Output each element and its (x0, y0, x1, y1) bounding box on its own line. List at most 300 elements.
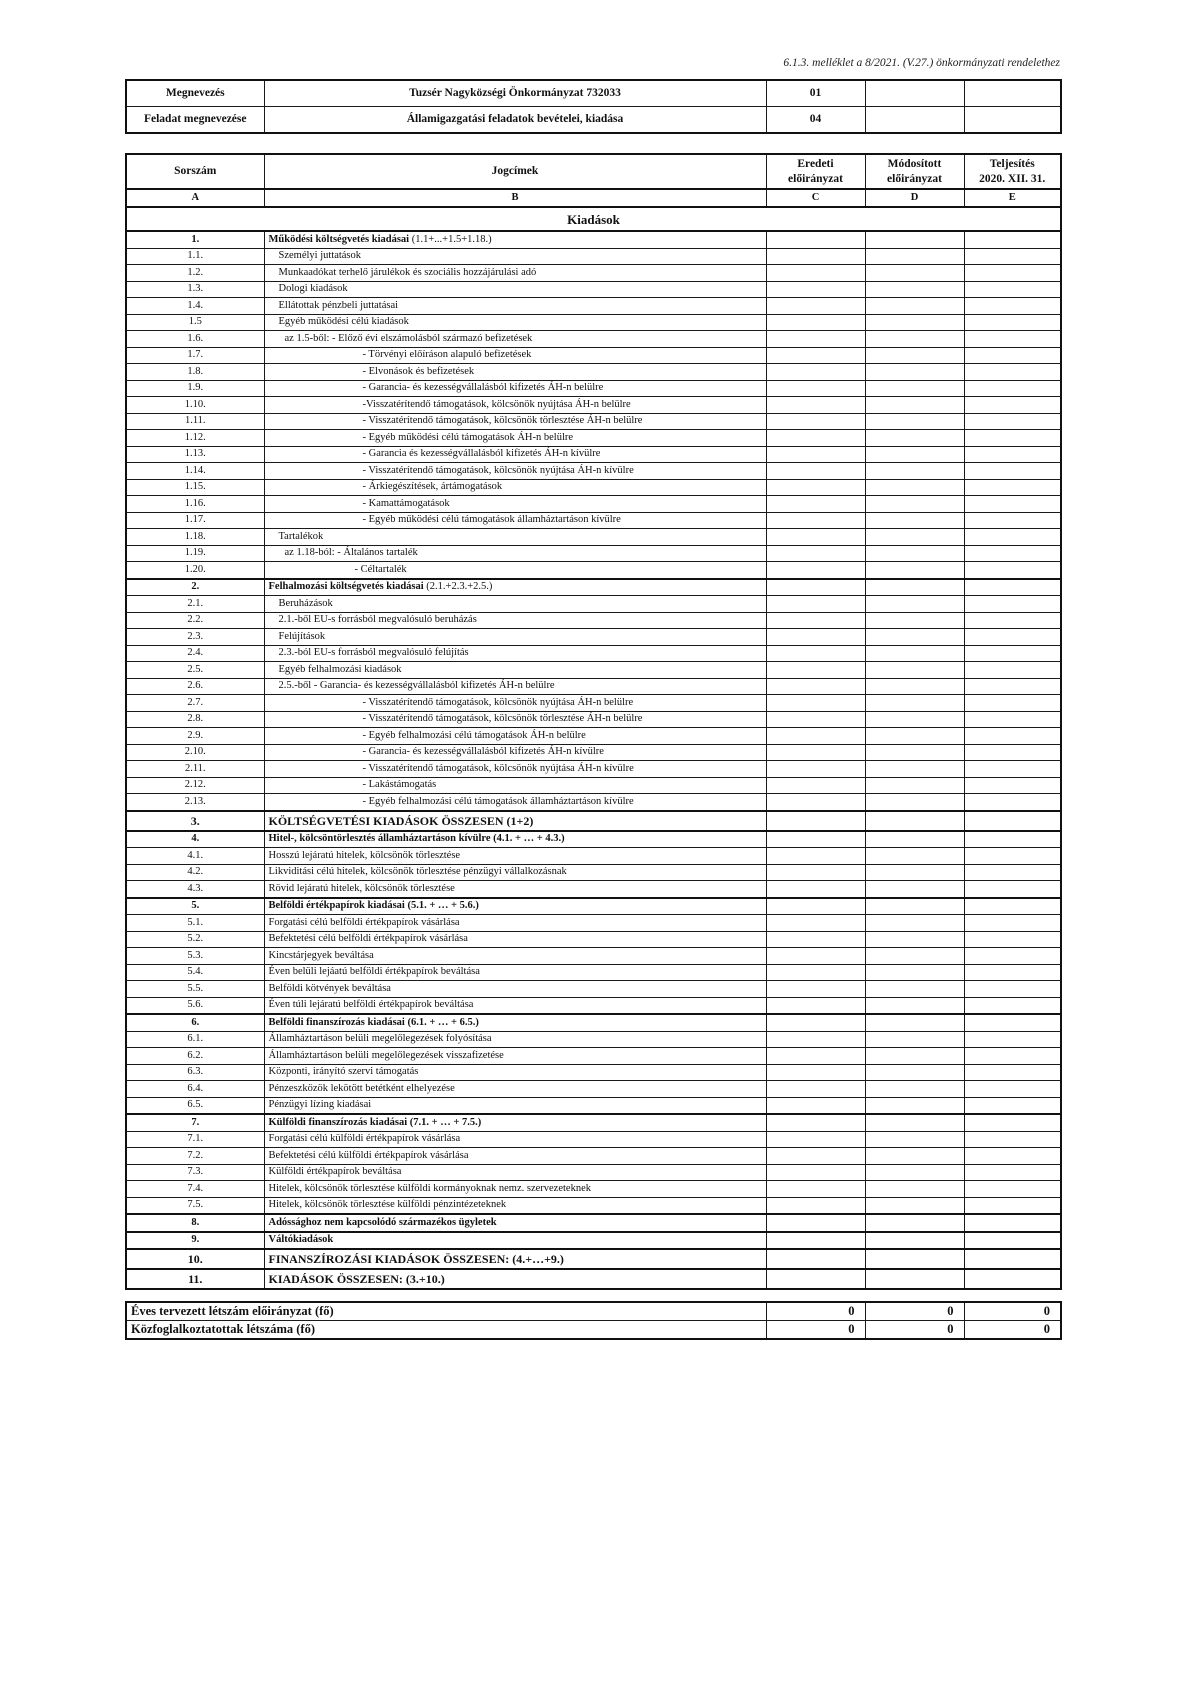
table-row (126, 811, 1061, 831)
row-label (264, 314, 766, 331)
row-teljesites (964, 964, 1061, 981)
row-label (264, 629, 766, 646)
staff-row (126, 1302, 1061, 1321)
column-letter: E (964, 189, 1061, 207)
row-eredeti (766, 1214, 865, 1232)
row-number: 4. (126, 831, 264, 848)
row-modositott (865, 761, 964, 778)
row-modositott (865, 629, 964, 646)
row-eredeti (766, 281, 865, 298)
row-eredeti (766, 794, 865, 811)
table-row (126, 1181, 1061, 1198)
table-row (126, 777, 1061, 794)
row-modositott (865, 380, 964, 397)
table-row (126, 915, 1061, 932)
row-number: 5.2. (126, 931, 264, 948)
table-row (126, 479, 1061, 496)
row-label (264, 964, 766, 981)
row-label (264, 281, 766, 298)
row-label-text: Központi, irányító szervi támogatás (268, 1066, 419, 1077)
row-modositott (865, 915, 964, 932)
row-eredeti (766, 1164, 865, 1181)
row-label-text: - Árkiegészítések, ártámogatások (362, 481, 503, 492)
row-teljesites (964, 1064, 1061, 1081)
row-label-text: 2.3.-ból EU-s forrásból megvalósuló felújítás (278, 647, 469, 658)
table-row (126, 231, 1061, 248)
row-label-text: Működési költségvetés kiadásai (268, 233, 410, 245)
row-label-text: - Egyéb felhalmozási célú támogatások államháztartáson kívülre (362, 795, 634, 807)
identity-extra (964, 107, 1061, 134)
row-eredeti (766, 1181, 865, 1198)
row-number: 6. (126, 1014, 264, 1031)
identity-row-task (126, 107, 1061, 134)
identity-extra (865, 107, 964, 134)
header-eredeti-line2: előirányzat (788, 172, 843, 185)
staff-modositott: 0 (865, 1302, 964, 1321)
row-label-text: Dologi kiadások (278, 283, 348, 294)
table-row (126, 898, 1061, 915)
table-row (126, 1232, 1061, 1250)
row-label (264, 915, 766, 932)
row-teljesites (964, 898, 1061, 915)
row-eredeti (766, 512, 865, 529)
row-number: 1.13. (126, 446, 264, 463)
row-label-text: Ellátottak pénzbeli juttatásai (278, 299, 399, 311)
row-label-text: Egyéb felhalmozási kiadások (278, 663, 402, 675)
row-teljesites (964, 728, 1061, 745)
row-eredeti (766, 1014, 865, 1031)
column-letter: B (264, 189, 766, 207)
section-title: Kiadások (126, 207, 1061, 231)
row-eredeti (766, 1048, 865, 1065)
row-teljesites (964, 1164, 1061, 1181)
table-row (126, 314, 1061, 331)
row-label-text: Forgatási célú belföldi értékpapírok vásárlása (268, 916, 460, 928)
row-teljesites (964, 794, 1061, 811)
row-label-text: Pénzeszközök lekötött betétként elhelyezése (268, 1082, 455, 1094)
table-row (126, 678, 1061, 695)
identity-value: Tuzsér Nagyközségi Önkormányzat 732033 (264, 80, 766, 107)
row-teljesites (964, 298, 1061, 315)
row-number: 1.8. (126, 364, 264, 381)
row-label-text: Hosszú lejáratú hitelek, kölcsönök törlesztése (268, 849, 461, 861)
row-label (264, 1031, 766, 1048)
row-label (264, 463, 766, 480)
row-teljesites (964, 347, 1061, 364)
table-row (126, 496, 1061, 513)
row-modositott (865, 744, 964, 761)
table-row (126, 380, 1061, 397)
row-number: 7.4. (126, 1181, 264, 1198)
row-teljesites (964, 695, 1061, 712)
row-label (264, 347, 766, 364)
row-teljesites (964, 1081, 1061, 1098)
row-label (264, 413, 766, 430)
row-label (264, 496, 766, 513)
row-number: 1. (126, 231, 264, 248)
row-teljesites (964, 281, 1061, 298)
row-label-text: FINANSZÍROZÁSI KIADÁSOK ÖSSZESEN: (4.+…+9.) (268, 1252, 564, 1266)
table-row (126, 512, 1061, 529)
row-label-text: Beruházások (278, 597, 333, 609)
table-row (126, 281, 1061, 298)
row-label (264, 529, 766, 546)
row-label (264, 1232, 766, 1250)
row-label (264, 711, 766, 728)
table-row (126, 831, 1061, 848)
row-label-text: - Visszatérítendő támogatások, kölcsönök törlesztése ÁH-n belülre (362, 713, 643, 724)
row-number: 1.7. (126, 347, 264, 364)
row-teljesites (964, 446, 1061, 463)
row-label-text: Kincstárjegyek beváltása (268, 949, 374, 961)
row-label (264, 1131, 766, 1148)
staff-eredeti: 0 (766, 1321, 865, 1340)
table-row (126, 1097, 1061, 1114)
row-modositott (865, 612, 964, 629)
identity-value: Államigazgatási feladatok bevételei, kiadása (264, 107, 766, 134)
row-eredeti (766, 231, 865, 248)
row-eredeti (766, 629, 865, 646)
header-row (126, 154, 1061, 189)
row-modositott (865, 314, 964, 331)
row-label-text: Forgatási célú külföldi értékpapírok vásárlása (268, 1133, 461, 1144)
table-row (126, 1249, 1061, 1269)
row-modositott (865, 964, 964, 981)
column-letter: A (126, 189, 264, 207)
row-label-text: - Céltartalék (354, 563, 407, 575)
row-label-text: -Visszatérítendő támogatások, kölcsönök nyújtása ÁH-n belülre (362, 398, 631, 410)
table-row (126, 397, 1061, 414)
row-teljesites (964, 596, 1061, 613)
row-number: 6.2. (126, 1048, 264, 1065)
row-modositott (865, 711, 964, 728)
row-eredeti (766, 529, 865, 546)
row-label-text: Államháztartáson belüli megelőlegezések visszafizetése (268, 1049, 504, 1061)
row-number: 2.1. (126, 596, 264, 613)
row-number: 7.2. (126, 1148, 264, 1165)
row-label (264, 1064, 766, 1081)
row-label-text: Felhalmozási költségvetés kiadásai (268, 581, 424, 592)
row-number: 2.3. (126, 629, 264, 646)
table-row (126, 1131, 1061, 1148)
row-label (264, 1214, 766, 1232)
row-modositott (865, 430, 964, 447)
row-label-text: Munkaadókat terhelő járulékok és szociális hozzájárulási adó (278, 266, 537, 278)
row-eredeti (766, 446, 865, 463)
table-row (126, 695, 1061, 712)
row-teljesites (964, 579, 1061, 596)
row-label-text: - Törvényi előíráson alapuló befizetések (362, 349, 532, 360)
row-teljesites (964, 1148, 1061, 1165)
row-label-text: - Visszatérítendő támogatások, kölcsönök nyújtása ÁH-n belülre (362, 696, 634, 708)
identity-label: Megnevezés (126, 80, 264, 107)
row-number: 1.14. (126, 463, 264, 480)
row-eredeti (766, 364, 865, 381)
row-modositott (865, 298, 964, 315)
row-label (264, 898, 766, 915)
row-eredeti (766, 413, 865, 430)
row-eredeti (766, 380, 865, 397)
row-modositott (865, 811, 964, 831)
row-label-text: - Garancia és kezességvállalásból kifizetés ÁH-n kívülre (362, 448, 601, 459)
row-number: 1.17. (126, 512, 264, 529)
row-teljesites (964, 711, 1061, 728)
identity-code: 04 (766, 107, 865, 134)
identity-label: Feladat megnevezése (126, 107, 264, 134)
row-number: 1.2. (126, 265, 264, 282)
row-eredeti (766, 997, 865, 1014)
row-number: 6.1. (126, 1031, 264, 1048)
row-modositott (865, 248, 964, 265)
row-modositott (865, 545, 964, 562)
row-eredeti (766, 1114, 865, 1131)
row-modositott (865, 1081, 964, 1098)
table-row (126, 596, 1061, 613)
row-eredeti (766, 981, 865, 998)
header-teljesites-line1: Teljesítés (989, 158, 1035, 171)
staff-row (126, 1321, 1061, 1340)
row-label (264, 881, 766, 898)
row-modositott (865, 777, 964, 794)
row-label (264, 761, 766, 778)
row-number: 7.3. (126, 1164, 264, 1181)
row-modositott (865, 1249, 964, 1269)
row-label (264, 948, 766, 965)
row-label (264, 1197, 766, 1214)
row-eredeti (766, 562, 865, 579)
row-eredeti (766, 463, 865, 480)
column-letter: C (766, 189, 865, 207)
table-row (126, 364, 1061, 381)
row-modositott (865, 1031, 964, 1048)
row-teljesites (964, 811, 1061, 831)
table-row (126, 1148, 1061, 1165)
row-label (264, 1081, 766, 1098)
row-modositott (865, 1181, 964, 1198)
row-modositott (865, 579, 964, 596)
row-number: 8. (126, 1214, 264, 1232)
row-label (264, 695, 766, 712)
row-number: 4.3. (126, 881, 264, 898)
row-label-text: Külföldi finanszírozás kiadásai (7.1. + … + 7.5.) (268, 1116, 482, 1128)
row-teljesites (964, 678, 1061, 695)
row-modositott (865, 496, 964, 513)
table-row (126, 1164, 1061, 1181)
table-row (126, 728, 1061, 745)
row-eredeti (766, 711, 865, 728)
identity-row-name (126, 80, 1061, 107)
row-eredeti (766, 545, 865, 562)
row-label (264, 645, 766, 662)
row-teljesites (964, 1269, 1061, 1289)
row-label-text: - Egyéb működési célú támogatások ÁH-n belülre (362, 431, 574, 443)
row-modositott (865, 347, 964, 364)
row-eredeti (766, 931, 865, 948)
row-teljesites (964, 529, 1061, 546)
row-teljesites (964, 1214, 1061, 1232)
row-label-text: az 1.18-ból: - Általános tartalék (284, 547, 418, 558)
row-modositott (865, 695, 964, 712)
row-label-text: Rövid lejáratú hitelek, kölcsönök törlesztése (268, 882, 455, 894)
row-teljesites (964, 545, 1061, 562)
table-row (126, 579, 1061, 596)
table-row (126, 881, 1061, 898)
row-teljesites (964, 997, 1061, 1014)
row-label-text: - Visszatérítendő támogatások, kölcsönök törlesztése ÁH-n belülre (362, 415, 643, 426)
row-teljesites (964, 1048, 1061, 1065)
header-eredeti (766, 154, 865, 189)
table-row (126, 864, 1061, 881)
row-teljesites (964, 612, 1061, 629)
row-modositott (865, 1014, 964, 1031)
row-eredeti (766, 915, 865, 932)
row-label (264, 545, 766, 562)
row-label (264, 596, 766, 613)
row-modositott (865, 1164, 964, 1181)
table-row (126, 1014, 1061, 1031)
row-label (264, 397, 766, 414)
row-eredeti (766, 964, 865, 981)
row-teljesites (964, 1181, 1061, 1198)
row-label (264, 864, 766, 881)
row-label (264, 744, 766, 761)
row-eredeti (766, 831, 865, 848)
table-row (126, 794, 1061, 811)
row-label (264, 1148, 766, 1165)
row-number: 1.3. (126, 281, 264, 298)
row-label-text: Pénzügyi lízing kiadásai (268, 1099, 372, 1110)
identity-extra (964, 80, 1061, 107)
row-eredeti (766, 1148, 865, 1165)
row-teljesites (964, 512, 1061, 529)
row-label (264, 777, 766, 794)
row-number: 2.4. (126, 645, 264, 662)
row-label (264, 1164, 766, 1181)
row-eredeti (766, 1131, 865, 1148)
row-number: 5. (126, 898, 264, 915)
row-label (264, 997, 766, 1014)
row-modositott (865, 997, 964, 1014)
row-label-text: az 1.5-ből: - Előző évi elszámolásból származó befizetések (284, 332, 533, 344)
row-label-text: - Kamattámogatások (362, 497, 450, 509)
row-label-text: - Lakástámogatás (362, 779, 437, 790)
row-eredeti (766, 596, 865, 613)
row-label (264, 380, 766, 397)
row-modositott (865, 463, 964, 480)
row-label-text: 2.1.-ből EU-s forrásból megvalósuló beruházás (278, 614, 477, 625)
row-eredeti (766, 662, 865, 679)
row-teljesites (964, 915, 1061, 932)
row-number: 1.20. (126, 562, 264, 579)
row-number: 10. (126, 1249, 264, 1269)
row-teljesites (964, 662, 1061, 679)
row-modositott (865, 231, 964, 248)
table-row (126, 1197, 1061, 1214)
row-number: 1.6. (126, 331, 264, 348)
table-row (126, 331, 1061, 348)
row-eredeti (766, 612, 865, 629)
row-teljesites (964, 265, 1061, 282)
row-label (264, 931, 766, 948)
row-modositott (865, 512, 964, 529)
row-label-text: Belföldi kötvények beváltása (268, 982, 391, 994)
row-modositott (865, 529, 964, 546)
row-modositott (865, 1197, 964, 1214)
row-label-text: Személyi juttatások (278, 250, 362, 261)
row-label (264, 811, 766, 831)
row-eredeti (766, 347, 865, 364)
table-row (126, 529, 1061, 546)
row-number: 1.15. (126, 479, 264, 496)
staff-modositott: 0 (865, 1321, 964, 1340)
row-label-text: KÖLTSÉGVETÉSI KIADÁSOK ÖSSZESEN (1+2) (268, 813, 534, 828)
row-label-text: Éven belüli lejáatú belföldi értékpapírok beváltása (268, 966, 480, 977)
row-label-text: - Elvonások és befizetések (362, 365, 475, 377)
row-modositott (865, 678, 964, 695)
row-label (264, 1097, 766, 1114)
row-eredeti (766, 314, 865, 331)
header-sorszam: Sorszám (126, 154, 264, 189)
table-row (126, 562, 1061, 579)
row-label (264, 1181, 766, 1198)
row-eredeti (766, 1269, 865, 1289)
row-eredeti (766, 695, 865, 712)
row-eredeti (766, 1081, 865, 1098)
row-modositott (865, 1214, 964, 1232)
row-eredeti (766, 811, 865, 831)
row-teljesites (964, 463, 1061, 480)
row-label-text: - Garancia- és kezességvállalásból kifizetés ÁH-n kívülre (362, 746, 604, 757)
row-number: 6.5. (126, 1097, 264, 1114)
table-row (126, 744, 1061, 761)
table-row (126, 981, 1061, 998)
row-number: 2.12. (126, 777, 264, 794)
row-teljesites (964, 562, 1061, 579)
row-eredeti (766, 848, 865, 865)
row-modositott (865, 364, 964, 381)
column-letter: D (865, 189, 964, 207)
row-eredeti (766, 397, 865, 414)
row-label-text: Hitel-, kölcsöntörlesztés államháztartáson kívülre (4.1. + … + 4.3.) (268, 833, 565, 844)
table-row (126, 463, 1061, 480)
row-teljesites (964, 496, 1061, 513)
row-modositott (865, 1232, 964, 1250)
table-row (126, 1269, 1061, 1289)
row-number: 5.6. (126, 997, 264, 1014)
row-label-text: Adóssághoz nem kapcsolódó származékos ügyletek (268, 1216, 497, 1228)
row-modositott (865, 898, 964, 915)
header-jogcimek: Jogcímek (264, 154, 766, 189)
row-label (264, 479, 766, 496)
row-eredeti (766, 430, 865, 447)
row-label-text: 2.5.-ből - Garancia- és kezességvállalásból kifizetés ÁH-n belülre (278, 680, 555, 691)
row-eredeti (766, 678, 865, 695)
row-modositott (865, 1064, 964, 1081)
row-teljesites (964, 645, 1061, 662)
row-number: 11. (126, 1269, 264, 1289)
row-eredeti (766, 1197, 865, 1214)
row-eredeti (766, 948, 865, 965)
row-teljesites (964, 248, 1061, 265)
staff-teljesites: 0 (964, 1302, 1061, 1321)
row-label-text: Egyéb működési célú kiadások (278, 316, 409, 327)
row-label (264, 331, 766, 348)
row-label (264, 612, 766, 629)
row-eredeti (766, 645, 865, 662)
row-modositott (865, 1131, 964, 1148)
row-label (264, 579, 766, 596)
row-number: 1.5 (126, 314, 264, 331)
